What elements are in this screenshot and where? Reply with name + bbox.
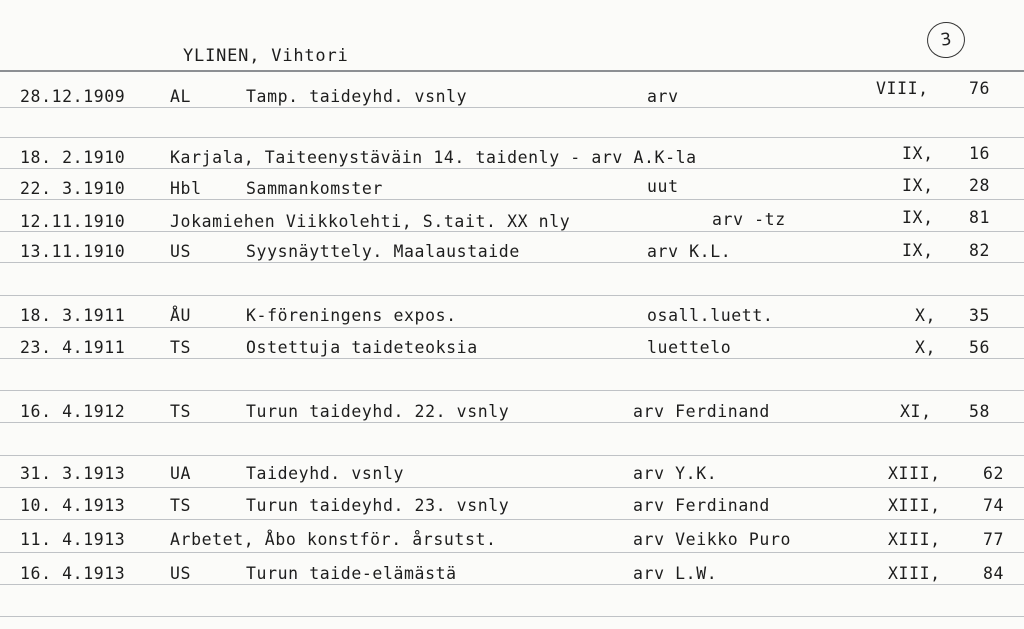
entry-page: 35 (969, 306, 991, 325)
entry-paper: US (170, 564, 192, 583)
ruled-line (0, 137, 1024, 138)
entry-page: 77 (983, 530, 1005, 549)
entry-type: arv Ferdinand (633, 496, 770, 515)
entry-paper: UA (170, 464, 192, 483)
entry-volume: IX, (902, 144, 934, 163)
entry-paper: AL (170, 87, 192, 106)
ruled-line (0, 552, 1024, 553)
entry-page: 74 (983, 496, 1005, 515)
entry-date: 28.12.1909 (20, 87, 126, 106)
entry-paper: TS (170, 402, 192, 421)
entry-type: arv K.L. (647, 242, 732, 261)
entry-volume: VIII, (876, 79, 929, 98)
entry-volume: IX, (902, 176, 934, 195)
entry-page: 84 (983, 564, 1005, 583)
ruled-line (0, 455, 1024, 456)
entry-volume: X, (915, 338, 937, 357)
entry-title: Taideyhd. vsnly (246, 464, 405, 483)
header-rule (0, 70, 1024, 72)
entry-page: 82 (969, 241, 991, 260)
ruled-line (0, 584, 1024, 585)
entry-type: arv L.W. (633, 564, 718, 583)
entry-type: arv Veikko Puro (633, 530, 792, 549)
entry-volume: IX, (902, 241, 934, 260)
ruled-line (0, 390, 1024, 391)
ruled-line (0, 262, 1024, 263)
entry-volume: XI, (900, 402, 932, 421)
entry-page: 62 (983, 464, 1005, 483)
entry-date: 23. 4.1911 (20, 338, 126, 357)
entry-title: Turun taide-elämästä (246, 564, 457, 583)
entry-title: Arbetet, Åbo konstför. årsutst. (170, 530, 497, 549)
entry-title: Ostettuja taideteoksia (246, 338, 478, 357)
entry-title: Sammankomster (246, 179, 383, 198)
entry-type: osall.luett. (647, 306, 774, 325)
entry-date: 16. 4.1913 (20, 564, 126, 583)
entry-date: 11. 4.1913 (20, 530, 126, 549)
entry-volume: XIII, (888, 564, 941, 583)
ruled-line (0, 168, 1024, 169)
entry-title: Syysnäyttely. Maalaustaide (246, 242, 520, 261)
entry-volume: XIII, (888, 496, 941, 515)
entry-page: 56 (969, 338, 991, 357)
entry-date: 31. 3.1913 (20, 464, 126, 483)
ruled-line (0, 358, 1024, 359)
entry-paper: TS (170, 338, 192, 357)
entry-title: Tamp. taideyhd. vsnly (246, 87, 468, 106)
entry-page: 58 (969, 402, 991, 421)
entry-date: 18. 2.1910 (20, 148, 126, 167)
card-number-circle: 3 (925, 20, 968, 61)
ruled-line (0, 422, 1024, 423)
entry-type: arv -tz (712, 210, 786, 229)
ruled-line (0, 519, 1024, 520)
entry-volume: X, (915, 306, 937, 325)
entry-type: arv Ferdinand (633, 402, 770, 421)
entry-paper: US (170, 242, 192, 261)
entry-page: 28 (969, 176, 991, 195)
entry-volume: XIII, (888, 530, 941, 549)
entry-page: 76 (969, 79, 991, 98)
entry-title: K-föreningens expos. (246, 306, 457, 325)
entry-title: Turun taideyhd. 23. vsnly (246, 496, 510, 515)
ruled-line (0, 199, 1024, 200)
ruled-line (0, 107, 1024, 108)
ruled-line (0, 295, 1024, 296)
entry-type: arv Y.K. (633, 464, 718, 483)
entry-page: 81 (969, 208, 991, 227)
entry-date: 12.11.1910 (20, 212, 126, 231)
entry-volume: IX, (902, 208, 934, 227)
ruled-line (0, 327, 1024, 328)
entry-date: 18. 3.1911 (20, 306, 126, 325)
entry-date: 10. 4.1913 (20, 496, 126, 515)
entry-date: 16. 4.1912 (20, 402, 126, 421)
entry-title: Jokamiehen Viikkolehti, S.tait. XX nly (170, 212, 571, 231)
entry-date: 22. 3.1910 (20, 179, 126, 198)
entry-volume: XIII, (888, 464, 941, 483)
entry-type: luettelo (647, 338, 732, 357)
entry-date: 13.11.1910 (20, 242, 126, 261)
entry-paper: ÅU (170, 306, 192, 325)
entry-paper: TS (170, 496, 192, 515)
entry-type: arv (647, 87, 679, 106)
ruled-line (0, 616, 1024, 617)
entry-title: Turun taideyhd. 22. vsnly (246, 402, 510, 421)
card-heading-name: YLINEN, Vihtori (183, 46, 349, 66)
entry-paper: Hbl (170, 179, 202, 198)
entry-title: Karjala, Taiteenystäväin 14. taidenly - arv A.K-la (170, 148, 697, 167)
ruled-line (0, 487, 1024, 488)
entry-type: uut (647, 177, 679, 196)
entry-page: 16 (969, 144, 991, 163)
